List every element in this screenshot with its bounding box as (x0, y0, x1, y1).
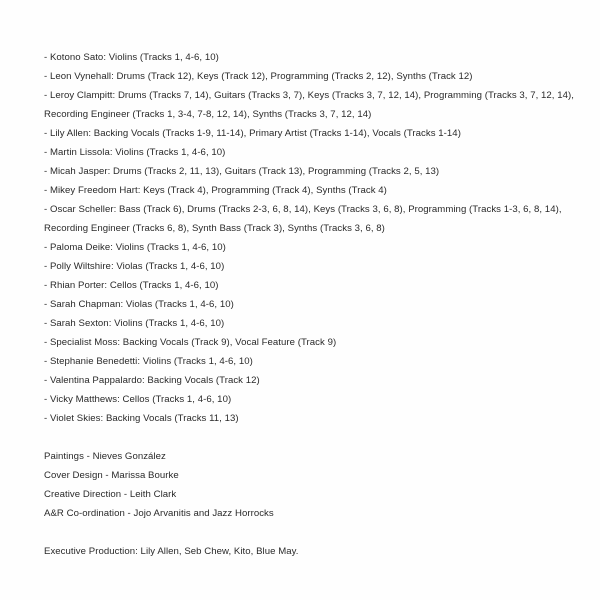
credit-line: - Lily Allen: Backing Vocals (Tracks 1-9, 11-14), Primary Artist (Tracks 1-14), Vocals (Tracks 1-14) (44, 128, 461, 139)
credit-line: - Rhian Porter: Cellos (Tracks 1, 4-6, 10) (44, 280, 219, 291)
credit-line: - Mikey Freedom Hart: Keys (Track 4), Programming (Track 4), Synths (Track 4) (44, 185, 387, 196)
section-spacer (44, 428, 564, 447)
art-credit-line: Cover Design - Marissa Bourke (44, 470, 179, 481)
credit-line: - Leon Vynehall: Drums (Track 12), Keys (Track 12), Programming (Tracks 2, 12), Synths (Track 12) (44, 71, 473, 82)
credit-line: - Violet Skies: Backing Vocals (Tracks 11, 13) (44, 413, 239, 424)
credit-line: - Micah Jasper: Drums (Tracks 2, 11, 13), Guitars (Track 13), Programming (Tracks 2, 5, 13) (44, 166, 440, 177)
credit-line: - Paloma Deike: Violins (Tracks 1, 4-6, 10) (44, 242, 226, 253)
credit-line: - Sarah Chapman: Violas (Tracks 1, 4-6, 10) (44, 299, 234, 310)
art-credit-line: Paintings - Nieves González (44, 451, 166, 462)
credit-line: - Specialist Moss: Backing Vocals (Track 9), Vocal Feature (Track 9) (44, 337, 337, 348)
executive-production-line: Executive Production: Lily Allen, Seb Chew, Kito, Blue May. (44, 546, 299, 557)
credit-line: - Stephanie Benedetti: Violins (Tracks 1, 4-6, 10) (44, 356, 253, 367)
credit-line: - Vicky Matthews: Cellos (Tracks 1, 4-6, 10) (44, 394, 232, 405)
credit-line: - Leroy Clampitt: Drums (Tracks 7, 14), Guitars (Tracks 3, 7), Keys (Tracks 3, 7, 12, 14), Programming (Tracks 3, 7, 12, 14), (44, 90, 574, 101)
section-spacer (44, 523, 564, 542)
art-credit-line: Creative Direction - Leith Clark (44, 489, 177, 500)
art-credit-line: A&R Co-ordination - Jojo Arvanitis and Jazz Horrocks (44, 508, 274, 519)
credits-text-block (44, 48, 574, 561)
credit-line: - Oscar Scheller: Bass (Track 6), Drums (Tracks 2-3, 6, 8, 14), Keys (Tracks 3, 6, 8), Programming (Tracks 1-3, 6, 8, 14), (44, 204, 562, 215)
credit-line: Recording Engineer (Tracks 1, 3-4, 7-8, 12, 14), Synths (Tracks 3, 7, 12, 14) (44, 109, 372, 120)
credit-line: - Polly Wiltshire: Violas (Tracks 1, 4-6, 10) (44, 261, 225, 272)
credit-line: - Sarah Sexton: Violins (Tracks 1, 4-6, 10) (44, 318, 225, 329)
credit-line: - Valentina Pappalardo: Backing Vocals (Track 12) (44, 375, 260, 386)
credit-line: - Kotono Sato: Violins (Tracks 1, 4-6, 10) (44, 52, 219, 63)
credit-line: Recording Engineer (Tracks 6, 8), Synth Bass (Track 3), Synths (Tracks 3, 6, 8) (44, 223, 385, 234)
credit-line: - Martin Lissola: Violins (Tracks 1, 4-6, 10) (44, 147, 226, 158)
